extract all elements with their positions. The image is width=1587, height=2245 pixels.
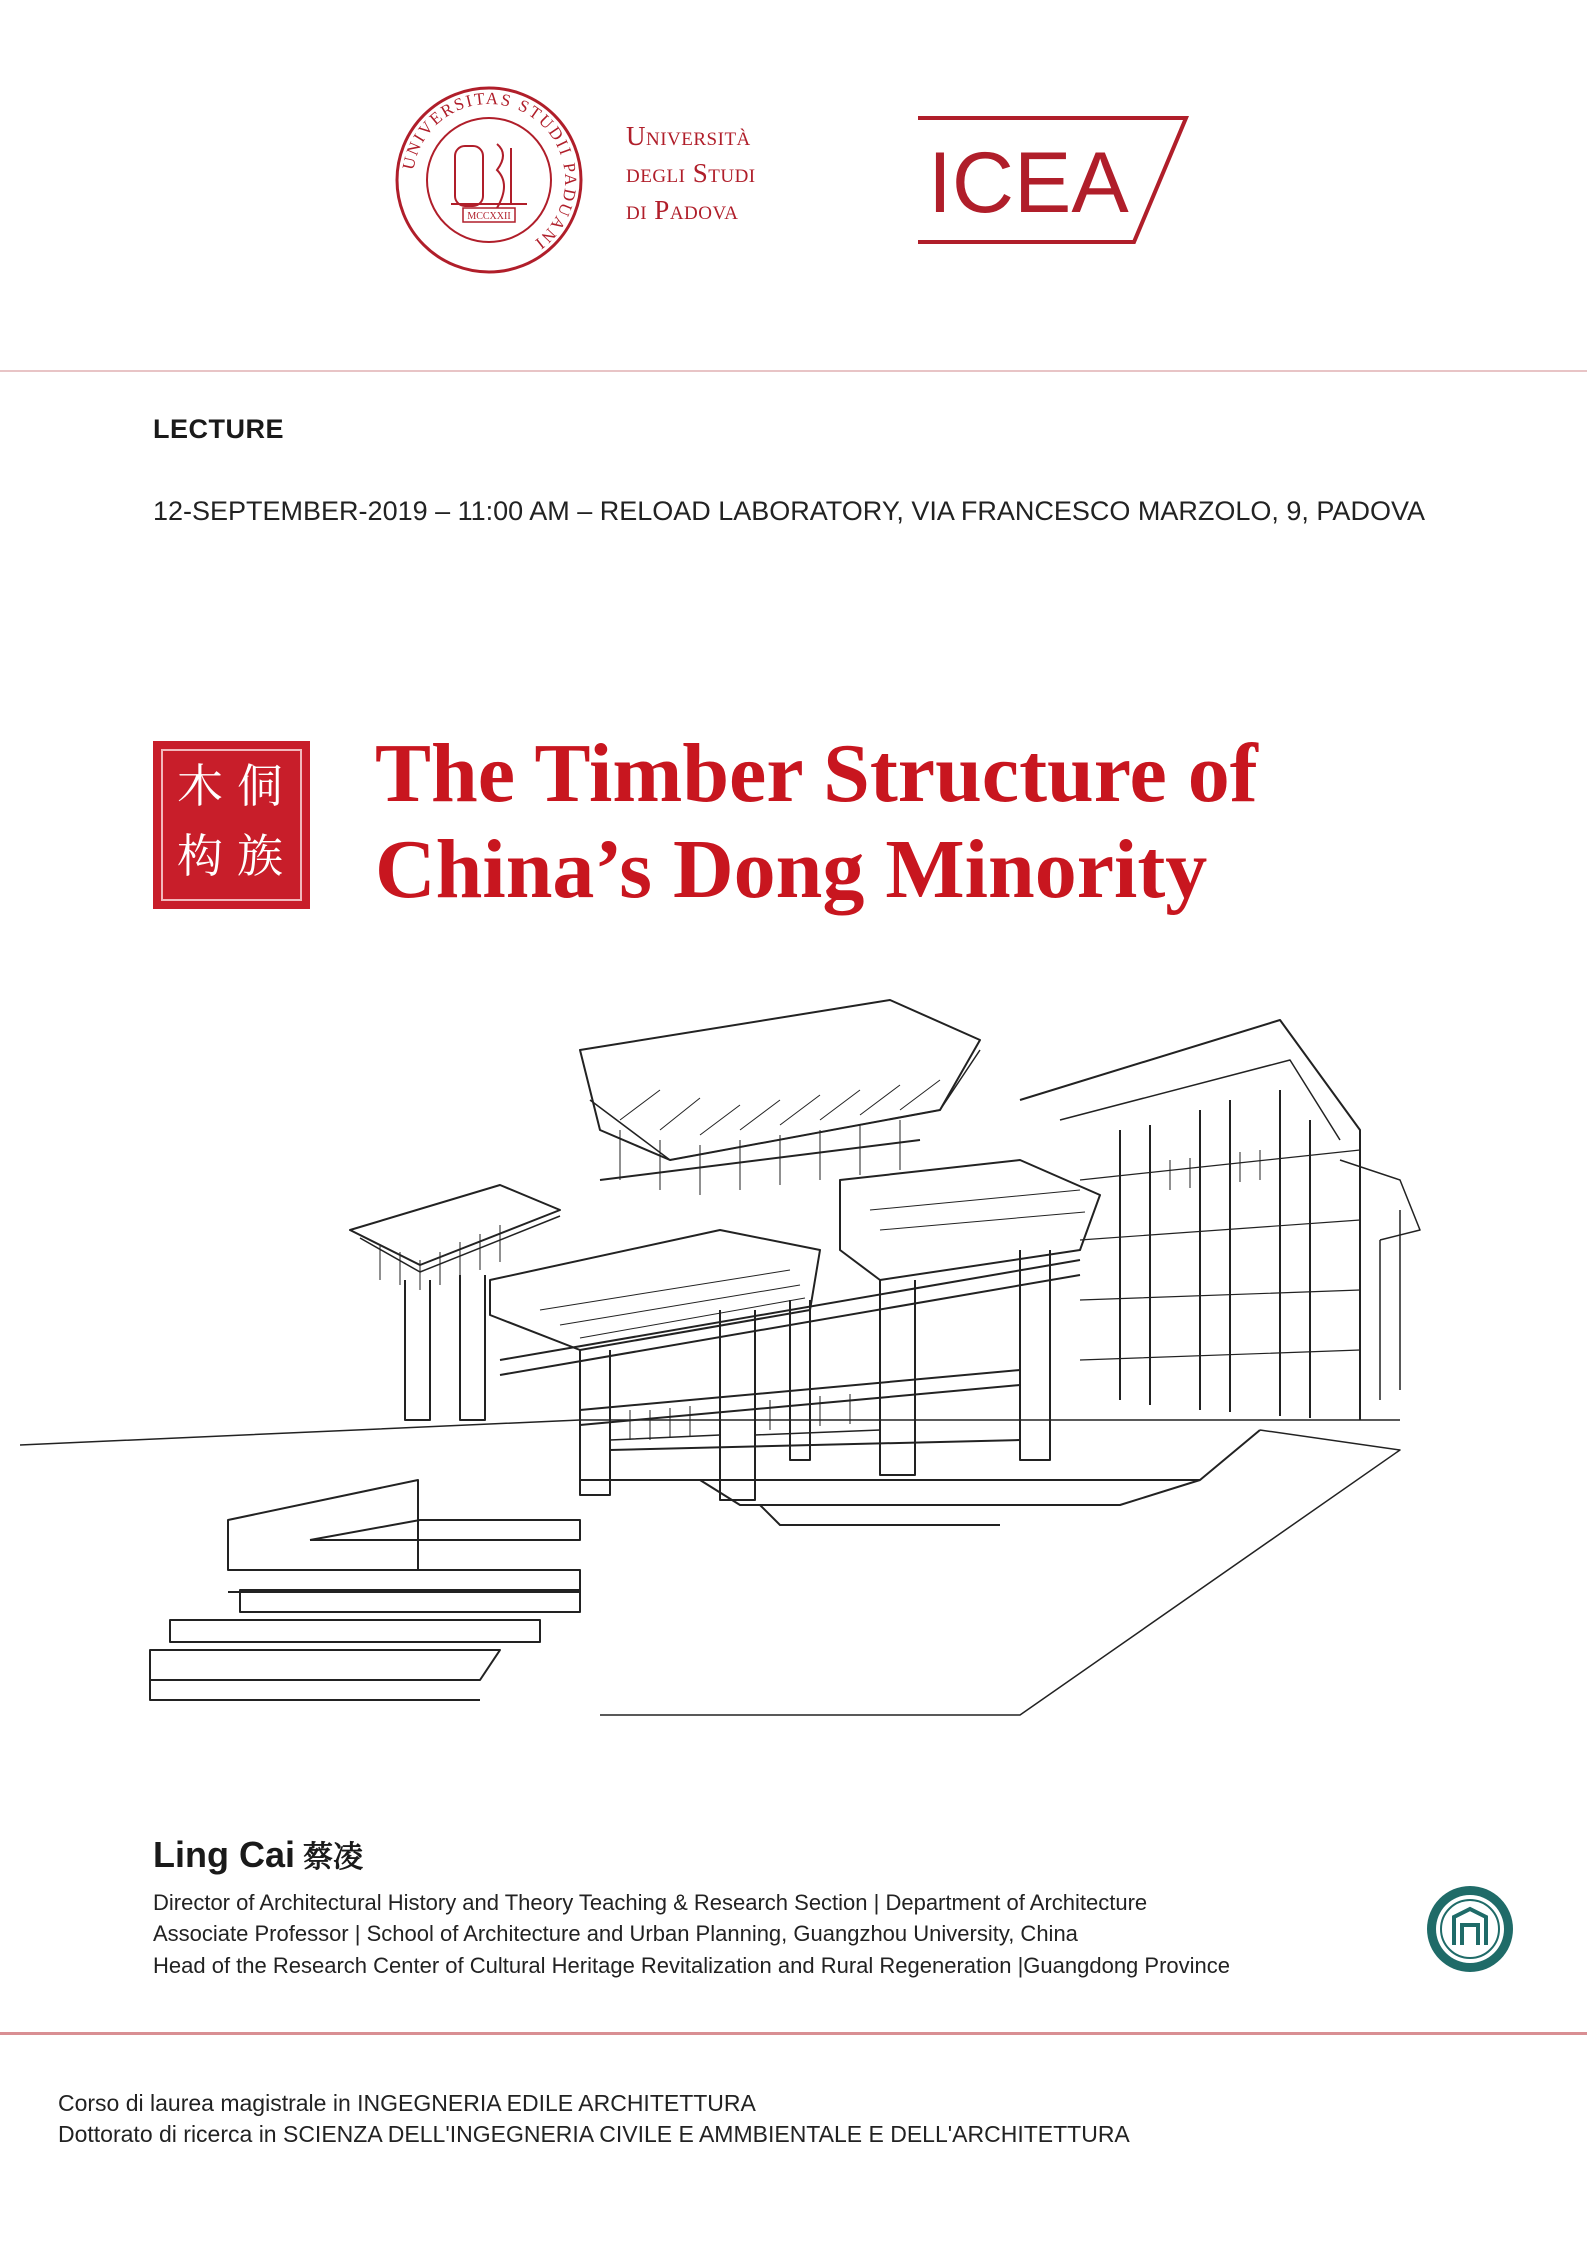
timber-pavilion-drawing [20, 980, 1567, 1730]
speaker-name-chinese: 蔡凌 [303, 1840, 363, 1875]
footer-course-info [58, 2088, 1130, 2150]
icea-logo-text: ICEA [928, 135, 1129, 231]
header-divider [0, 370, 1587, 372]
speaker-name [153, 1832, 363, 1876]
footer-divider [0, 2032, 1587, 2035]
event-details: 12-SEPTEMBER-2019 – 11:00 AM – RELOAD LABORATORY, VIA FRANCESCO MARZOLO, 9, PADOVA [153, 496, 1425, 526]
seal-year: MCCXXII [467, 211, 511, 222]
speaker-role-2: Associate Professor | School of Architecture and Urban Planning, Guangzhou University, China [153, 1921, 1078, 1946]
title-line-2: China’s Dong Minority [375, 823, 1208, 916]
stamp-char-4: 构 [177, 829, 223, 883]
stamp-char-3: 木 [177, 759, 223, 813]
stamp-char-1: 侗 [237, 759, 283, 813]
speaker-name-latin: Ling Cai [153, 1834, 295, 1875]
seal-text: UNIVERSITAS STUDII PADUANI [398, 88, 581, 255]
footer-line-2: Dottorato di ricerca in SCIENZA DELL'INGEGNERIA CIVILE E AMMBIENTALE E DELL'ARCHITETTURA [58, 2121, 1130, 2147]
university-line-1: Università [626, 121, 751, 151]
speaker-role-3: Head of the Research Center of Cultural Heritage Revitalization and Rural Regeneration |Guangdong Province [153, 1953, 1231, 1978]
icea-logo [914, 114, 1192, 246]
university-name [626, 118, 756, 229]
event-type-label: LECTURE [153, 414, 284, 444]
university-line-2: degli Studi [626, 158, 756, 188]
footer-line-1: Corso di laurea magistrale in INGEGNERIA EDILE ARCHITETTURA [58, 2090, 756, 2116]
university-line-3: di Padova [626, 195, 739, 225]
lecture-title [375, 726, 1495, 918]
stamp-char-2: 族 [237, 829, 283, 883]
title-line-1: The Timber Structure of [375, 727, 1258, 820]
guangzhou-university-logo [1424, 1883, 1516, 1975]
speaker-role-1: Director of Architectural History and Theory Teaching & Research Section | Department of Architecture [153, 1890, 1148, 1915]
university-seal-logo [393, 84, 585, 276]
title-seal-stamp [153, 741, 310, 909]
